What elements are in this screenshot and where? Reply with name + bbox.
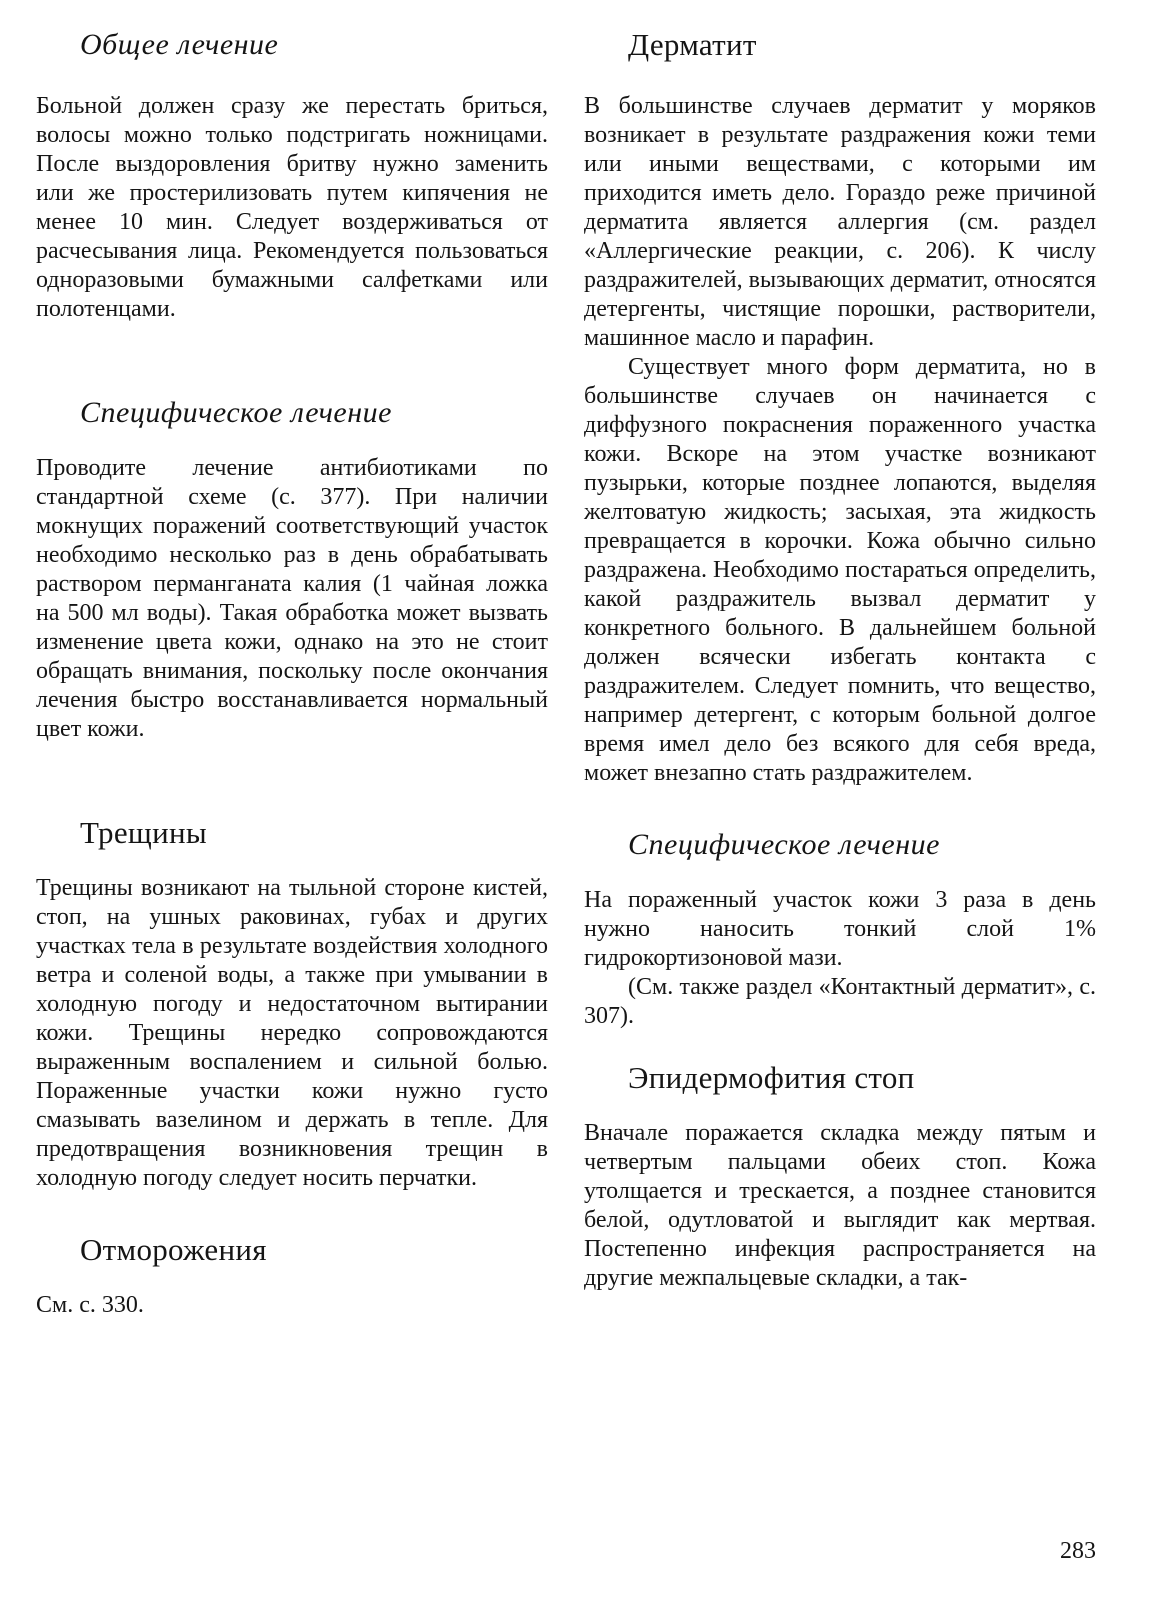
section-heading-dermatitis: Дерматит bbox=[628, 27, 757, 62]
paragraph-specific-treatment: Проводите лечение антибиотиками по стандартной схеме (с. 377). При наличии мокнущих поражений соответствующий участок необходимо несколько раз в день обрабатывать раствором перманганата калия (1 чайная ложка на 500 мл воды). Такая обработка может вызвать изменение цвета кожи, однако на это не стоит обращать внимания, поскольку после окончания лечения быстро восстанавливается нормальный цвет кожи. bbox=[36, 455, 548, 742]
paragraph-specific-treatment-right-2: (См. также раздел «Контактный дерматит», с. 307). bbox=[584, 974, 1096, 1029]
section-heading-frostbite: Отморожения bbox=[80, 1232, 267, 1267]
section-heading-cracks: Трещины bbox=[80, 815, 207, 850]
left-column bbox=[36, 22, 548, 1320]
section-heading-general-treatment: Общее лечение bbox=[80, 28, 279, 61]
section-heading-specific-treatment: Специфическое лечение bbox=[80, 396, 392, 429]
paragraph-cracks: Трещины возникают на тыльной стороне кистей, стоп, на ушных раковинах, губах и других участках тела в результате воздействия холодного ветра и соленой воды, а также при умывании в холодную погоду и недостаточном вытирании кожи. Трещины нередко сопровождаются выраженным воспалением и сильной болью. Пораженные участки кожи нужно густо смазывать вазелином и держать в тепле. Для предотвращения возникновения трещин в холодную погоду следует носить перчатки. bbox=[36, 875, 548, 1191]
right-column bbox=[584, 22, 1096, 1293]
paragraph-athletes-foot: Вначале поражается складка между пятым и четвертым пальцами обеих стоп. Кожа утолщается и трескается, а позднее становится белой, одутловатой и выглядит как мертвая. Постепенно инфекция распространяется на другие межпальцевые складки, а так- bbox=[584, 1120, 1096, 1291]
section-heading-specific-treatment-right: Специфическое лечение bbox=[628, 828, 940, 861]
paragraph-specific-treatment-right-1: На пораженный участок кожи 3 раза в день нужно наносить тонкий слой 1% гидрокортизоновой мази. bbox=[584, 887, 1096, 971]
section-heading-athletes-foot: Эпидермофития стоп bbox=[628, 1060, 915, 1095]
paragraph-dermatitis-1: В большинстве случаев дерматит у моряков возникает в результате раздражения кожи теми или иными веществами, с которыми им приходится иметь дело. Гораздо реже причиной дерматита является аллергия (см. раздел «Аллергические реакции, с. 206). К числу раздражителей, вызывающих дерматит, относятся детергенты, чистящие порошки, растворители, машинное масло и парафин. bbox=[584, 93, 1096, 351]
page-number: 283 bbox=[1060, 1538, 1096, 1564]
paragraph-dermatitis-2: Существует много форм дерматита, но в большинстве случаев он начинается с диффузного покраснения пораженного участка кожи. Вскоре на этом участке возникают пузырьки, которые позднее лопаются, выделяя желтоватую жидкость; засыхая, эта жидкость превращается в корочки. Кожа обычно сильно раздражена. Необходимо постараться определить, какой раздражитель вызвал дерматит у конкретного больного. В дальнейшем больной должен всячески избегать контакта с раздражителем. Следует помнить, что вещество, например детергент, с которым больной долгое время имел дело без всякого для себя вреда, может внезапно стать раздражителем. bbox=[584, 354, 1096, 786]
paragraph-general-treatment: Больной должен сразу же перестать бриться, волосы можно только подстригать ножницами. После выздоровления бритву нужно заменить или же простерилизовать путем кипячения не менее 10 мин. Следует воздерживаться от расчесывания лица. Рекомендуется пользоваться одноразовыми бумажными салфетками или полотенцами. bbox=[36, 93, 548, 322]
paragraph-frostbite: См. с. 330. bbox=[36, 1292, 144, 1318]
